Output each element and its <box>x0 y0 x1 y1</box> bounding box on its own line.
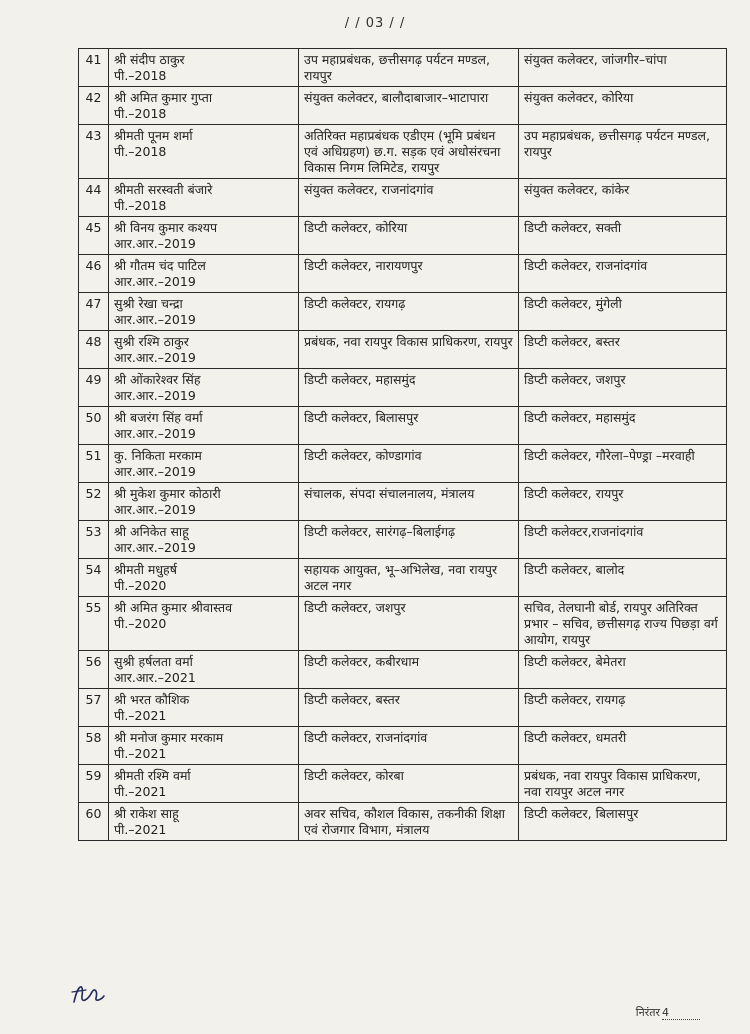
serial-number: 42 <box>79 87 109 125</box>
continued-dots <box>662 1006 700 1020</box>
officer-batch: आर.आर.–2019 <box>114 540 196 555</box>
officer-name: श्रीमती पूनम शर्मा <box>114 128 193 143</box>
serial-number: 58 <box>79 727 109 765</box>
table-row <box>79 369 727 407</box>
table-row <box>79 255 727 293</box>
current-posting: डिप्टी कलेक्टर, कबीरधाम <box>299 651 519 689</box>
officer-cell <box>109 559 299 597</box>
new-posting: डिप्टी कलेक्टर, बस्तर <box>519 331 727 369</box>
officer-name: कु. निकिता मरकाम <box>114 448 202 463</box>
continued-label: निरंतर <box>635 1006 660 1019</box>
officer-batch: पी.–2021 <box>114 708 167 723</box>
serial-number: 48 <box>79 331 109 369</box>
officer-cell <box>109 49 299 87</box>
new-posting: डिप्टी कलेक्टर, बेमेतरा <box>519 651 727 689</box>
officer-cell <box>109 765 299 803</box>
new-posting: संयुक्त कलेक्टर, कांकेर <box>519 179 727 217</box>
table-row <box>79 727 727 765</box>
officer-batch: पी.–2018 <box>114 144 167 159</box>
new-posting: संयुक्त कलेक्टर, जांजगीर–चांपा <box>519 49 727 87</box>
current-posting: संयुक्त कलेक्टर, राजनांदगांव <box>299 179 519 217</box>
new-posting: डिप्टी कलेक्टर, सक्ती <box>519 217 727 255</box>
current-posting: उप महाप्रबंधक, छत्तीसगढ़ पर्यटन मण्डल, रायपुर <box>299 49 519 87</box>
table-row <box>79 407 727 445</box>
new-posting: डिप्टी कलेक्टर, गौरेला–पेण्ड्रा –मरवाही <box>519 445 727 483</box>
new-posting: डिप्टी कलेक्टर, रायपुर <box>519 483 727 521</box>
table-row <box>79 651 727 689</box>
officer-cell <box>109 803 299 841</box>
new-posting: डिप्टी कलेक्टर, महासमुंद <box>519 407 727 445</box>
officer-name: श्री गौतम चंद पाटिल <box>114 258 206 273</box>
table-row <box>79 293 727 331</box>
officer-name: श्रीमती मधुहर्ष <box>114 562 177 577</box>
officer-cell <box>109 651 299 689</box>
new-posting: डिप्टी कलेक्टर, धमतरी <box>519 727 727 765</box>
new-posting: डिप्टी कलेक्टर, बिलासपुर <box>519 803 727 841</box>
officer-cell <box>109 521 299 559</box>
officer-cell <box>109 727 299 765</box>
current-posting: संयुक्त कलेक्टर, बालौदाबाजार–भाटापारा <box>299 87 519 125</box>
officer-batch: आर.आर.–2019 <box>114 312 196 327</box>
officer-batch: पी.–2020 <box>114 578 167 593</box>
new-posting: डिप्टी कलेक्टर, बालोद <box>519 559 727 597</box>
serial-number: 57 <box>79 689 109 727</box>
page-number: / / 03 / / <box>344 16 406 31</box>
officer-name: श्री मनोज कुमार मरकाम <box>114 730 224 745</box>
table-row <box>79 559 727 597</box>
officer-name: सुश्री रश्मि ठाकुर <box>114 334 189 349</box>
current-posting: डिप्टी कलेक्टर, महासमुंद <box>299 369 519 407</box>
officer-batch: आर.आर.–2019 <box>114 274 196 289</box>
officer-name: श्री अमित कुमार गुप्ता <box>114 90 213 105</box>
new-posting: संयुक्त कलेक्टर, कोरिया <box>519 87 727 125</box>
serial-number: 47 <box>79 293 109 331</box>
officer-name: श्री मुकेश कुमार कोठारी <box>114 486 221 501</box>
table-row <box>79 179 727 217</box>
officer-batch: आर.आर.–2021 <box>114 670 196 685</box>
new-posting: डिप्टी कलेक्टर,राजनांदगांव <box>519 521 727 559</box>
officer-name: श्री राकेश साहू <box>114 806 179 821</box>
current-posting: अवर सचिव, कौशल विकास, तकनीकी शिक्षा एवं रोजगार विभाग, मंत्रालय <box>299 803 519 841</box>
officer-name: श्री अनिकेत साहू <box>114 524 189 539</box>
officer-batch: पी.–2018 <box>114 106 167 121</box>
serial-number: 53 <box>79 521 109 559</box>
officer-cell <box>109 125 299 179</box>
new-posting: प्रबंधक, नवा रायपुर विकास प्राधिकरण, नवा रायपुर अटल नगर <box>519 765 727 803</box>
new-posting: उप महाप्रबंधक, छत्तीसगढ़ पर्यटन मण्डल, रायपुर <box>519 125 727 179</box>
officer-cell <box>109 597 299 651</box>
table-row <box>79 87 727 125</box>
current-posting: डिप्टी कलेक्टर, कोरबा <box>299 765 519 803</box>
officer-name: सुश्री रेखा चन्द्रा <box>114 296 183 311</box>
officer-batch: पी.–2021 <box>114 784 167 799</box>
current-posting: डिप्टी कलेक्टर, रायगढ़ <box>299 293 519 331</box>
current-posting: डिप्टी कलेक्टर, सारंगढ़–बिलाईगढ़ <box>299 521 519 559</box>
current-posting: डिप्टी कलेक्टर, कोरिया <box>299 217 519 255</box>
officer-cell <box>109 331 299 369</box>
table-row <box>79 125 727 179</box>
officer-name: श्री बजरंग सिंह वर्मा <box>114 410 203 425</box>
serial-number: 59 <box>79 765 109 803</box>
officer-batch: पी.–2020 <box>114 616 167 631</box>
officer-name: श्री ओंकारेश्वर सिंह <box>114 372 201 387</box>
table-row <box>79 483 727 521</box>
officer-cell <box>109 689 299 727</box>
new-posting: डिप्टी कलेक्टर, मुंगेली <box>519 293 727 331</box>
table-row <box>79 331 727 369</box>
officer-cell <box>109 179 299 217</box>
officer-name: श्री अमित कुमार श्रीवास्तव <box>114 600 233 615</box>
serial-number: 50 <box>79 407 109 445</box>
officer-name: श्रीमती सरस्वती बंजारे <box>114 182 213 197</box>
officer-cell <box>109 483 299 521</box>
officer-batch: आर.आर.–2019 <box>114 464 196 479</box>
table-row <box>79 217 727 255</box>
officer-batch: आर.आर.–2019 <box>114 426 196 441</box>
serial-number: 52 <box>79 483 109 521</box>
officer-batch: पी.–2018 <box>114 68 167 83</box>
current-posting: डिप्टी कलेक्टर, जशपुर <box>299 597 519 651</box>
continued-note <box>636 1005 700 1020</box>
current-posting: डिप्टी कलेक्टर, बिलासपुर <box>299 407 519 445</box>
signature-mark <box>68 978 108 1008</box>
serial-number: 54 <box>79 559 109 597</box>
current-posting: अतिरिक्त महाप्रबंधक एडीएम (भूमि प्रबंधन एवं अधिग्रहण) छ.ग. सड़क एवं अधोसंरचना विकास निगम लिमिटेड, रायपुर <box>299 125 519 179</box>
new-posting: डिप्टी कलेक्टर, रायगढ़ <box>519 689 727 727</box>
table-row <box>79 521 727 559</box>
current-posting: डिप्टी कलेक्टर, नारायणपुर <box>299 255 519 293</box>
officer-cell <box>109 293 299 331</box>
serial-number: 43 <box>79 125 109 179</box>
officer-name: श्री भरत कौशिक <box>114 692 190 707</box>
current-posting: संचालक, संपदा संचालनालय, मंत्रालय <box>299 483 519 521</box>
table-row <box>79 445 727 483</box>
officer-batch: पी.–2018 <box>114 198 167 213</box>
table-row <box>79 689 727 727</box>
table-row <box>79 803 727 841</box>
serial-number: 51 <box>79 445 109 483</box>
table-row <box>79 597 727 651</box>
serial-number: 46 <box>79 255 109 293</box>
table-row <box>79 49 727 87</box>
officer-name: श्रीमती रश्मि वर्मा <box>114 768 191 783</box>
current-posting: डिप्टी कलेक्टर, कोण्डागांव <box>299 445 519 483</box>
officer-batch: आर.आर.–2019 <box>114 502 196 517</box>
transfer-table <box>78 48 727 841</box>
transfer-table-body <box>79 49 727 841</box>
new-posting: डिप्टी कलेक्टर, राजनांदगांव <box>519 255 727 293</box>
serial-number: 44 <box>79 179 109 217</box>
officer-batch: आर.आर.–2019 <box>114 350 196 365</box>
officer-name: श्री संदीप ठाकुर <box>114 52 185 67</box>
officer-batch: पी.–2021 <box>114 746 167 761</box>
officer-cell <box>109 407 299 445</box>
serial-number: 41 <box>79 49 109 87</box>
new-posting: सचिव, तेलघानी बोर्ड, रायपुर अतिरिक्त प्रभार – सचिव, छत्तीसगढ़ राज्य पिछड़ा वर्ग आयोग, रायपुर <box>519 597 727 651</box>
current-posting: सहायक आयुक्त, भू–अभिलेख, नवा रायपुर अटल नगर <box>299 559 519 597</box>
officer-cell <box>109 445 299 483</box>
current-posting: डिप्टी कलेक्टर, राजनांदगांव <box>299 727 519 765</box>
officer-cell <box>109 87 299 125</box>
officer-batch: आर.आर.–2019 <box>114 236 196 251</box>
serial-number: 56 <box>79 651 109 689</box>
officer-cell <box>109 217 299 255</box>
officer-batch: पी.–2021 <box>114 822 167 837</box>
serial-number: 49 <box>79 369 109 407</box>
current-posting: डिप्टी कलेक्टर, बस्तर <box>299 689 519 727</box>
new-posting: डिप्टी कलेक्टर, जशपुर <box>519 369 727 407</box>
table-row <box>79 765 727 803</box>
officer-name: श्री विनय कुमार कश्यप <box>114 220 218 235</box>
officer-cell <box>109 255 299 293</box>
serial-number: 60 <box>79 803 109 841</box>
serial-number: 45 <box>79 217 109 255</box>
serial-number: 55 <box>79 597 109 651</box>
officer-batch: आर.आर.–2019 <box>114 388 196 403</box>
officer-cell <box>109 369 299 407</box>
officer-name: सुश्री हर्षलता वर्मा <box>114 654 193 669</box>
current-posting: प्रबंधक, नवा रायपुर विकास प्राधिकरण, रायपुर <box>299 331 519 369</box>
next-page-number: 4 <box>662 1006 669 1019</box>
